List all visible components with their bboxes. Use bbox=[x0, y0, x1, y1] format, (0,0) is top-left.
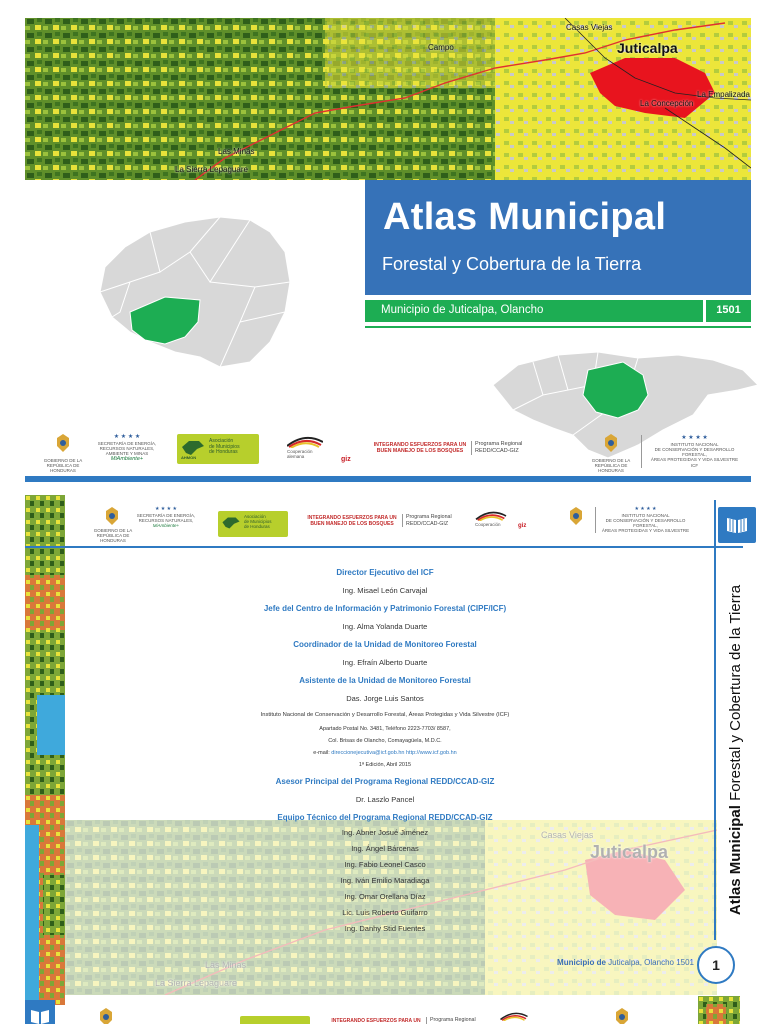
page-number-badge bbox=[697, 946, 735, 984]
bg-label-juticalpa: Juticalpa bbox=[590, 842, 669, 862]
email-line bbox=[190, 750, 580, 762]
p3-programa-regional bbox=[426, 1017, 476, 1024]
gob-line1: GOBIERNO DE LA bbox=[43, 458, 83, 463]
credit-heading: Coordinador de la Unidad de Monitoreo Forestal bbox=[293, 640, 477, 649]
page2-side-rule bbox=[714, 500, 716, 940]
credits-block-2 bbox=[190, 777, 580, 940]
p2-honduras-seal-icon-2 bbox=[568, 507, 584, 527]
side-title-bold: Atlas Municipal bbox=[727, 805, 744, 916]
p2-icf-stars-icon: ★ ★ ★ ★ bbox=[634, 506, 657, 512]
cover-map bbox=[25, 18, 751, 180]
atlas-title: Atlas Municipal bbox=[383, 196, 667, 238]
map-label-campo: Campo bbox=[428, 43, 454, 52]
p2-icf-line3: ÁREAS PROTEGIDAS Y VIDA SILVESTRE bbox=[601, 528, 690, 534]
team-member: Lic. Luis Roberto Guifarro bbox=[342, 908, 428, 917]
p2-programa-regional bbox=[402, 514, 452, 527]
serna-line2: RECURSOS NATURALES, bbox=[99, 446, 155, 452]
p3-honduras-seal-icon-2 bbox=[614, 1008, 630, 1024]
p2-ahmon-logo bbox=[218, 511, 288, 537]
gobierno-logo-text-2 bbox=[583, 458, 639, 474]
icf-line3: ÁREAS PROTEGIDAS Y VIDA SILVESTRE bbox=[650, 457, 739, 463]
p2-icf-line2: DE CONSERVACIÓN Y DESARROLLO FORESTAL, bbox=[605, 517, 686, 529]
email-prefix: e-mail: bbox=[313, 750, 332, 756]
p2-integrando-slogan bbox=[302, 515, 402, 527]
icf-logo bbox=[641, 435, 747, 468]
institution-name: Instituto Nacional de Conservación y Desarrollo Forestal, Áreas Protegidas y Vida Silvestre (ICF) bbox=[260, 712, 510, 718]
map-label-las-minas: Las Minas bbox=[218, 147, 255, 156]
p2-flag-swoosh-icon bbox=[475, 511, 507, 521]
miambiente-logo: MiAmbiente+ bbox=[110, 456, 144, 463]
map-label-casas-viejas: Casas Viejas bbox=[566, 23, 613, 32]
page3-right-map-strip bbox=[698, 996, 740, 1024]
p2-honduras-seal-icon bbox=[104, 507, 120, 527]
icf-line2: DE CONSERVACIÓN Y DESARROLLO FORESTAL, bbox=[654, 447, 735, 458]
ahmon-line3: de Honduras bbox=[209, 449, 238, 455]
prog-line2: REDD/CCAD-GIZ bbox=[475, 447, 519, 454]
book-tab[interactable] bbox=[718, 507, 756, 543]
address-line-2: Col. Brisas de Olancho, Comayagüela, M.D.C. bbox=[328, 738, 442, 744]
municipality-code-bar bbox=[706, 300, 751, 322]
page3-logos-row bbox=[90, 1006, 690, 1024]
p2-gobierno-text bbox=[90, 528, 136, 544]
map-label-sierra: La Sierra Lepaguare bbox=[175, 165, 248, 174]
credit-heading: Asistente de la Unidad de Monitoreo Forestal bbox=[299, 676, 471, 685]
edition-line: 1ª Edición, Abril 2015 bbox=[358, 762, 412, 768]
atlas-subtitle: Forestal y Cobertura de la Tierra bbox=[382, 254, 642, 274]
p2-integ-line2: BUEN MANEJO DE LOS BOSQUES bbox=[310, 521, 394, 527]
p2-prog-line2: REDD/CCAD-GIZ bbox=[406, 520, 449, 527]
p3-prog-line1: Programa Regional bbox=[430, 1017, 476, 1023]
team-member: Ing. Omar Orellana Díaz bbox=[344, 892, 426, 901]
p3-honduras-seal-icon bbox=[98, 1008, 114, 1024]
p2-serna-line1: SECRETARÍA DE ENERGÍA, bbox=[136, 512, 196, 518]
municipality-name: Municipio de Juticalpa, Olancho bbox=[381, 304, 544, 316]
institution-block bbox=[190, 712, 580, 774]
integrando-slogan bbox=[370, 442, 470, 454]
divider-line bbox=[365, 326, 751, 328]
icf-stars-icon: ★ ★ ★ ★ bbox=[681, 435, 708, 441]
address-line-1: Apartado Postal No. 3481, Teléfono 2223-7703/ 8587, bbox=[319, 726, 451, 732]
coop-line2: alemana bbox=[287, 454, 305, 460]
p2-icf-line1: INSTITUTO NACIONAL bbox=[621, 512, 670, 518]
serna-logo bbox=[93, 434, 161, 463]
p2-icf-logo bbox=[595, 507, 695, 533]
ahmon-short: AHMON bbox=[181, 455, 197, 460]
credit-heading: Director Ejecutivo del ICF bbox=[336, 568, 434, 577]
page-footer-municipality bbox=[440, 958, 694, 967]
p2-prog-line1: Programa Regional bbox=[406, 514, 452, 520]
page3-open-book-icon bbox=[25, 1000, 55, 1024]
ahmon-line1: Asociación bbox=[209, 438, 234, 444]
map-label-juticalpa: Juticalpa bbox=[617, 40, 678, 56]
team-member: Ing. Ángel Bárcenas bbox=[351, 844, 419, 853]
page-number: 1 bbox=[712, 957, 720, 973]
side-vertical-title bbox=[727, 560, 747, 940]
p3-ahmon-logo bbox=[240, 1016, 310, 1024]
footer-bold: Municipio de bbox=[557, 958, 606, 967]
credit-name: Ing. Misael León Carvajal bbox=[342, 586, 428, 595]
team-member: Ing. Abner Josué Jiménez bbox=[341, 828, 429, 837]
credit-heading: Equipo Técnico del Programa Regional REDD/CCAD-GIZ bbox=[277, 813, 493, 822]
serna-line3: AMBIENTE Y MINAS bbox=[105, 451, 149, 457]
team-member: Ing. Iván Emilio Maradiaga bbox=[340, 876, 430, 885]
municipality-bar bbox=[365, 300, 703, 322]
flag-swoosh-icon bbox=[287, 436, 323, 448]
icf-line4: ICF bbox=[690, 462, 699, 468]
gob2-line1: GOBIERNO DE LA bbox=[591, 458, 631, 463]
credit-name: Dr. Laszlo Pancel bbox=[355, 795, 415, 804]
p2-ahmon-text bbox=[244, 515, 272, 530]
cooperacion-alemana-logo bbox=[287, 436, 337, 460]
p2-gob-line1: GOBIERNO DE LA bbox=[93, 528, 133, 533]
credit-heading: Asesor Principal del Programa Regional REDD/CCAD-GIZ bbox=[275, 777, 495, 786]
credit-name: Ing. Alma Yolanda Duarte bbox=[342, 622, 428, 631]
page2-header-rule bbox=[25, 546, 743, 548]
page3-book-tab[interactable] bbox=[25, 1000, 55, 1024]
serna-stars-icon: ★ ★ ★ ★ bbox=[113, 434, 141, 440]
municipality-code: 1501 bbox=[716, 304, 741, 316]
ahmon-line2: de Municipios bbox=[209, 443, 240, 450]
gob2-line2: REPÚBLICA DE HONDURAS bbox=[594, 463, 628, 474]
p2-giz-logo: giz bbox=[518, 523, 527, 529]
serna-line1: SECRETARÍA DE ENERGÍA, bbox=[97, 440, 157, 446]
coop-line1: Cooperación bbox=[287, 449, 313, 455]
p3-integ-line1: INTEGRANDO ESFUERZOS PARA UN bbox=[331, 1018, 421, 1024]
credit-heading: Jefe del Centro de Información y Patrimonio Forestal (CIPF/ICF) bbox=[263, 604, 507, 613]
atlas-title-panel bbox=[365, 180, 751, 295]
p2-integ-line1: INTEGRANDO ESFUERZOS PARA UN bbox=[307, 515, 397, 521]
gob-line2: REPÚBLICA DE HONDURAS bbox=[46, 463, 80, 474]
p2-serna-stars-icon: ★ ★ ★ ★ bbox=[154, 506, 178, 512]
map-label-concepcion: La Concepción bbox=[640, 99, 694, 108]
p2-gob-line2: REPÚBLICA DE HONDURAS bbox=[96, 533, 130, 544]
p2-cooperacion-logo bbox=[475, 511, 515, 527]
honduras-seal-icon bbox=[55, 434, 71, 454]
p3-strip-map-image bbox=[698, 996, 740, 1024]
p2-serna-logo bbox=[136, 507, 196, 528]
cover-logos-row bbox=[25, 430, 751, 472]
map-label-empalizada: La Empalizada bbox=[697, 90, 750, 99]
bg-label-casas-viejas: Casas Viejas bbox=[541, 830, 594, 840]
team-member: Ing. Danhy Stid Fuentes bbox=[344, 924, 426, 933]
team-member: Ing. Fabio Leonel Casco bbox=[344, 860, 426, 869]
ahmon-logo bbox=[177, 434, 259, 464]
cover-bottom-bar bbox=[25, 476, 751, 482]
p3-flag-swoosh-icon bbox=[500, 1012, 528, 1021]
honduras-seal-icon-2 bbox=[603, 434, 619, 454]
ahmon-text bbox=[209, 439, 240, 456]
footer-rest: Juticalpa, Olancho 1501 bbox=[605, 958, 694, 967]
p2-honduras-shape-icon bbox=[221, 516, 241, 530]
credit-name: Das. Jorge Luis Santos bbox=[346, 694, 424, 703]
p2-ahmon-line2: de Municipios bbox=[244, 518, 272, 524]
p2-miambiente-logo: MiAmbiente+ bbox=[152, 523, 180, 529]
integ-line1: INTEGRANDO ESFUERZOS PARA UN bbox=[373, 442, 467, 448]
bg-label-sierra: La Sierra Lepaguare bbox=[155, 978, 238, 988]
gobierno-logo-text bbox=[35, 458, 91, 474]
page2-left-map-strip bbox=[25, 495, 65, 1005]
side-title-rest: Forestal y Cobertura de la Tierra bbox=[727, 584, 744, 801]
prog-line1: Programa Regional bbox=[475, 441, 523, 447]
open-book-icon bbox=[718, 507, 756, 543]
page2-logos-row bbox=[90, 503, 690, 545]
p2-serna-line2: RECURSOS NATURALES, bbox=[138, 517, 194, 523]
p2-ahmon-line3: de Honduras bbox=[244, 523, 270, 529]
p2-coop-line1: Cooperación bbox=[475, 522, 501, 528]
programa-regional bbox=[471, 441, 522, 455]
p3-integrando-slogan bbox=[326, 1018, 426, 1024]
credit-name: Ing. Efraín Alberto Duarte bbox=[342, 658, 428, 667]
icf-line1: INSTITUTO NACIONAL bbox=[670, 441, 719, 447]
olancho-department-map bbox=[90, 212, 300, 372]
p2-ahmon-line1: Asociación bbox=[244, 514, 266, 519]
credits-block-1 bbox=[190, 568, 580, 712]
left-strip-map-image bbox=[25, 495, 65, 1005]
integ-line2: BUEN MANEJO DE LOS BOSQUES bbox=[376, 448, 464, 455]
bg-label-las-minas: Las Minas bbox=[205, 960, 247, 970]
giz-logo: giz bbox=[341, 456, 351, 463]
email-link[interactable]: direccionejecutiva@icf.gob.hn http://www.icf.gob.hn bbox=[331, 750, 457, 756]
